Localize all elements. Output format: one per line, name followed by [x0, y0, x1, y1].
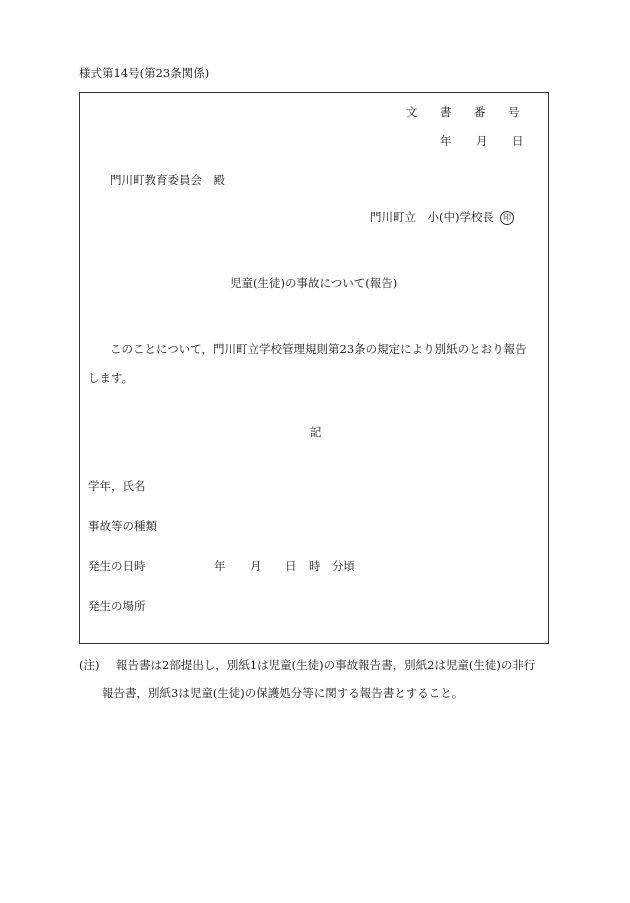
field-datetime-label: 発生の日時: [88, 559, 146, 573]
doc-char: 号: [508, 105, 520, 119]
date-line: [440, 133, 524, 149]
date-month: 月: [476, 134, 488, 148]
datetime-month: 月: [250, 559, 262, 573]
date-year: 年: [440, 134, 452, 148]
ki-heading: 記: [310, 425, 322, 439]
document-number-label: [406, 104, 520, 120]
field-grade-name: 学年，氏名: [88, 479, 146, 493]
datetime-minute: 分頃: [332, 559, 355, 573]
report-title: 児童(生徒)の事故について(報告): [230, 276, 398, 290]
report-body: [88, 335, 527, 393]
note-label: (注): [79, 658, 100, 672]
field-accident-type: 事故等の種類: [88, 519, 157, 533]
seal-mark: 印: [500, 211, 514, 225]
note-line-1: 報告書は2部提出し，別紙1は児童(生徒)の事故報告書，別紙2は児童(生徒)の非行: [116, 658, 536, 672]
date-day: 日: [512, 134, 524, 148]
body-line-2: します。: [88, 371, 134, 385]
form-box: [79, 92, 549, 644]
note-line-2: 報告書，別紙3は児童(生徒)の保護処分等に関する報告書とすること。: [102, 686, 464, 700]
field-place: 発生の場所: [88, 599, 146, 613]
doc-char: 文: [406, 105, 418, 119]
doc-char: 書: [440, 105, 452, 119]
datetime-day: 日: [285, 559, 297, 573]
form-number: 様式第14号(第23条関係): [79, 66, 210, 80]
sender: 門川町立 小(中)学校長: [370, 210, 494, 224]
doc-char: 番: [474, 105, 486, 119]
datetime-hour: 時: [309, 559, 321, 573]
sender-line: [370, 209, 514, 225]
body-line-1: このことについて，門川町立学校管理規則第23条の規定により別紙のとおり報告: [110, 342, 527, 356]
addressee: 門川町教育委員会 殿: [110, 173, 225, 187]
datetime-year: 年: [214, 559, 226, 573]
field-datetime: [88, 558, 146, 574]
